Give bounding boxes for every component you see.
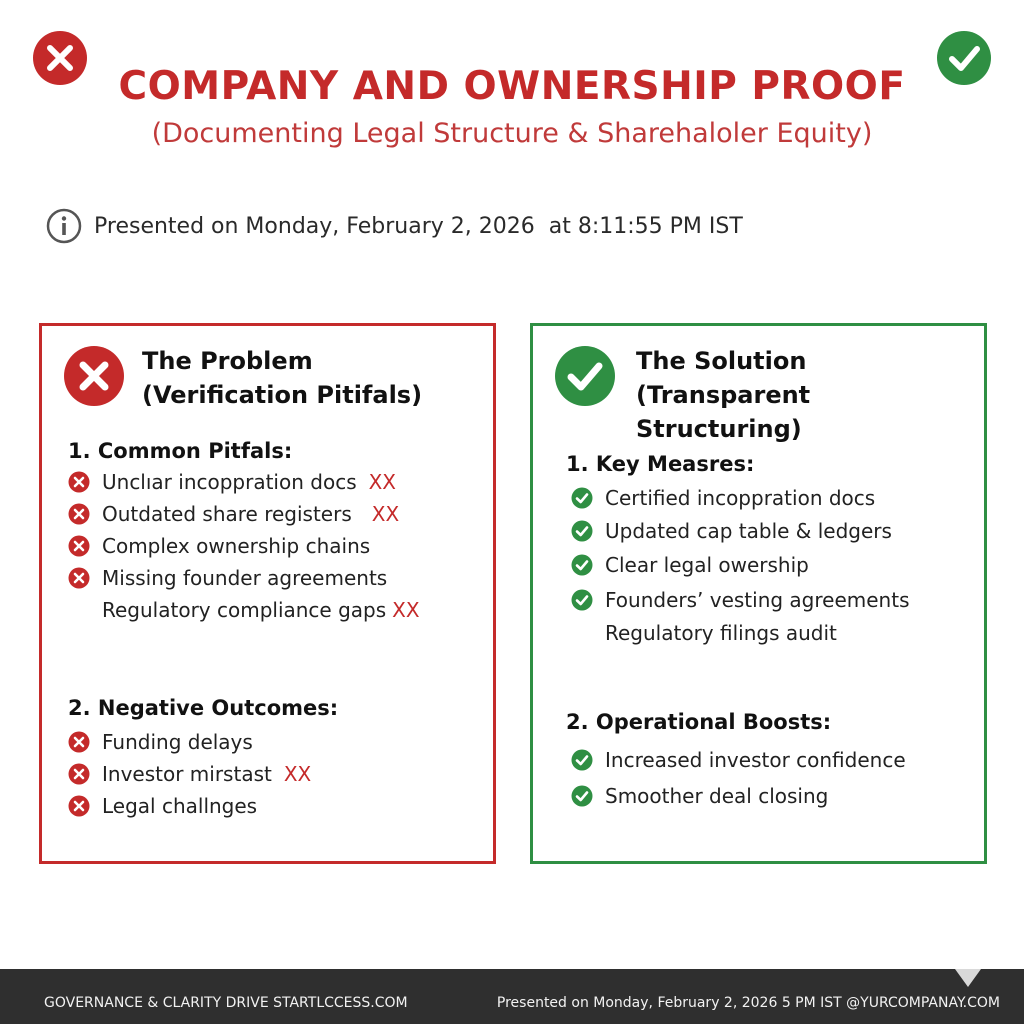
- list-item-text: Regulatory compliance gaps: [102, 598, 387, 622]
- list-item: [68, 534, 370, 558]
- list-item-text: Complex ownership chains: [102, 534, 371, 558]
- check-circle-icon: [571, 554, 593, 576]
- x-circle-icon: [68, 503, 90, 525]
- list-item: [68, 502, 399, 526]
- list-item: [68, 598, 420, 622]
- list-item-text: Founders’ vesting agreements: [605, 588, 910, 612]
- list-item: [571, 486, 875, 510]
- presented-date: Presented on Monday, February 2, 2026: [94, 213, 535, 239]
- x-circle-icon: [68, 731, 90, 753]
- check-circle-icon: [571, 487, 593, 509]
- list-item-text: Investor mirstast: [102, 762, 272, 786]
- list-item-text: Funding delays: [102, 730, 253, 754]
- list-item: [68, 470, 396, 494]
- list-item-text: Outdated share registers: [102, 502, 352, 526]
- list-item: [68, 730, 253, 754]
- list-item-text: Clear legal owership: [605, 553, 809, 577]
- problem-heading-title: The Problem: [142, 347, 313, 375]
- footer-bar: [0, 969, 1024, 1024]
- list-item: [571, 748, 906, 772]
- x-circle-icon: [68, 795, 90, 817]
- solution-heading: [636, 344, 984, 446]
- solution-heading-title: The Solution: [636, 347, 807, 375]
- list-item-text: Unclıar incoppration docs: [102, 470, 357, 494]
- presented-info: [46, 206, 743, 246]
- presented-time: at 8:11:55 PM IST: [548, 213, 743, 239]
- flag-mark: XX: [371, 502, 400, 526]
- x-circle-icon: [68, 535, 90, 557]
- list-item-text: Updated cap table & ledgers: [605, 519, 892, 543]
- list-item: [571, 588, 910, 612]
- list-item: [571, 621, 837, 645]
- problem-panel: [39, 323, 496, 864]
- flag-mark: XX: [283, 762, 312, 786]
- list-item: [68, 566, 387, 590]
- flag-mark: XX: [368, 470, 397, 494]
- list-item-text: Certified incoppration docs: [605, 486, 876, 510]
- solution-panel: [530, 323, 987, 864]
- problem-heading: [142, 344, 422, 412]
- check-circle-icon: [571, 749, 593, 771]
- list-item: [68, 762, 311, 786]
- list-item-text: Legal challnges: [102, 794, 258, 818]
- solution-section-measures-title: 1. Key Measres:: [566, 452, 755, 476]
- footer-left-text: GOVERNANCE & CLARITY DRIVE STARTLCCESS.COM: [44, 995, 408, 1011]
- check-circle-icon: [571, 520, 593, 542]
- x-circle-icon: [68, 567, 90, 589]
- check-circle-icon: [571, 589, 593, 611]
- problem-heading-subtitle: (Verification Pitifals): [142, 381, 423, 409]
- footer-right-text: Presented on Monday, February 2, 2026 5 PM IST @YURCOMPANAY.COM: [496, 995, 1000, 1011]
- x-circle-icon: [68, 471, 90, 493]
- problem-x-icon: [63, 345, 125, 407]
- check-circle-icon: [571, 785, 593, 807]
- list-item: [571, 784, 828, 808]
- solution-heading-subtitle: (Transparent Structuring): [636, 381, 811, 443]
- solution-section-boosts-title: 2. Operational Boosts:: [566, 710, 832, 734]
- list-item-text: Increased investor confidence: [605, 748, 906, 772]
- problem-section-pitfalls-title: 1. Common Pitfals:: [68, 439, 293, 463]
- info-icon: [46, 208, 82, 244]
- footer-notch: [955, 969, 981, 987]
- list-item: [571, 553, 809, 577]
- page-title: COMPANY AND OWNERSHIP PROOF: [118, 64, 906, 109]
- solution-check-icon: [554, 345, 616, 407]
- list-item: [68, 794, 257, 818]
- list-item-text: Missing founder agreements: [102, 566, 388, 590]
- page-subtitle: (Documenting Legal Structure & Sharehaloler Equity): [151, 118, 873, 149]
- list-item: [571, 519, 892, 543]
- x-circle-icon: [68, 763, 90, 785]
- flag-mark: XX: [392, 598, 420, 622]
- list-item-text: Regulatory filings audit: [605, 621, 837, 645]
- problem-section-outcomes-title: 2. Negative Outcomes:: [68, 696, 339, 720]
- list-item-text: Smoother deal closing: [605, 784, 829, 808]
